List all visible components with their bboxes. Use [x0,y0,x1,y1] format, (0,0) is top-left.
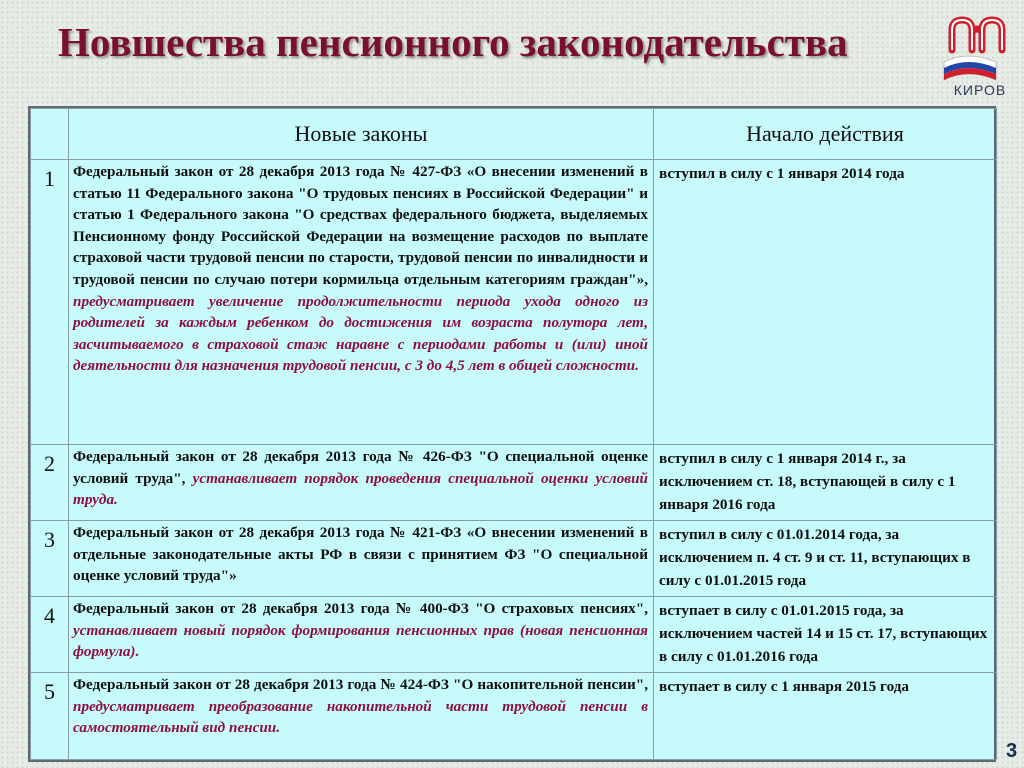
law-cell [69,521,654,597]
pfr-logo-icon [938,10,1022,84]
start-cell: вступает в силу с 1 января 2015 года [654,673,997,760]
page-number: 3 [1006,740,1018,762]
law-text: Федеральный закон от 28 декабря 2013 года № 426-ФЗ "О специальной оценке условий труда", [73,448,648,487]
slide-title: Новшества пенсионного законодательства [58,19,848,65]
start-cell: вступил в силу с 01.01.2014 года, за исключением п. 4 ст. 9 и ст. 11, вступающих в силу с 01.01.2015 года [654,521,997,597]
header-number [31,109,69,160]
law-text: Федеральный закон от 28 декабря 2013 года № 421-ФЗ «О внесении изменений в отдельные законодательные акты РФ в связи с принятием ФЗ "О специальной оценке условий труда"» [73,524,648,585]
row-number: 5 [31,673,69,760]
table-row [31,160,997,445]
row-number: 3 [31,521,69,597]
law-effect: предусматривает увеличение продолжительности периода ухода одного из родителей за каждым ребенком до достижения им возраста полутора лет, засчитываемого в страховой стаж наравне с периодами работы и (или) иной деятельности для назначения трудовой пенсии, с 3 до 4,5 лет в общей сложности. [73,292,648,375]
row-number: 1 [31,160,69,445]
law-effect: предусматривает преобразование накопительной части трудовой пенсии в самостоятельный вид пенсии. [73,697,648,737]
law-cell [69,597,654,673]
logo-city: КИРОВ [953,82,1007,98]
start-cell: вступает в силу с 01.01.2015 года, за исключением частей 14 и 15 ст. 17, вступающих в силу с 01.01.2016 года [654,597,997,673]
law-text: Федеральный закон от 28 декабря 2013 года № 424-ФЗ "О накопительной пенсии", [73,676,648,693]
law-cell [69,445,654,521]
table-header-row [31,109,997,160]
table-row [31,445,997,521]
header-start: Начало действия [654,109,997,160]
pfr-logo [938,10,1022,102]
law-text: Федеральный закон от 28 декабря 2013 года № 400-ФЗ "О страховых пенсиях", [73,600,648,617]
start-cell: вступил в силу с 1 января 2014 г., за исключением ст. 18, вступающей в силу с 1 января 2016 года [654,445,997,521]
law-cell [69,160,654,445]
row-number: 2 [31,445,69,521]
header-laws: Новые законы [69,109,654,160]
law-text: Федеральный закон от 28 декабря 2013 года № 427-ФЗ «О внесении изменений в статью 11 Федерального закона "О трудовых пенсиях в Российской Федерации" и статью 1 Федерального закона "О средствах федерального бюджета, выделяемых Пенсионному фонду Российской Федерации на возмещение расходов по выплате страховой части трудовой пенсии по старости, трудовой пенсии по инвалидности и трудовой пенсии по случаю потери кормильца отдельным категориям граждан"», [73,163,648,288]
law-cell [69,673,654,760]
start-cell: вступил в силу с 1 января 2014 года [654,160,997,445]
row-number: 4 [31,597,69,673]
law-effect: устанавливает новый порядок формирования пенсионных прав (новая пенсионная формула). [73,621,648,661]
table-row [31,673,997,760]
table-row [31,521,997,597]
table-row [31,597,997,673]
laws-table [28,106,996,762]
law-effect: устанавливает порядок проведения специальной оценки условий труда. [73,469,648,509]
